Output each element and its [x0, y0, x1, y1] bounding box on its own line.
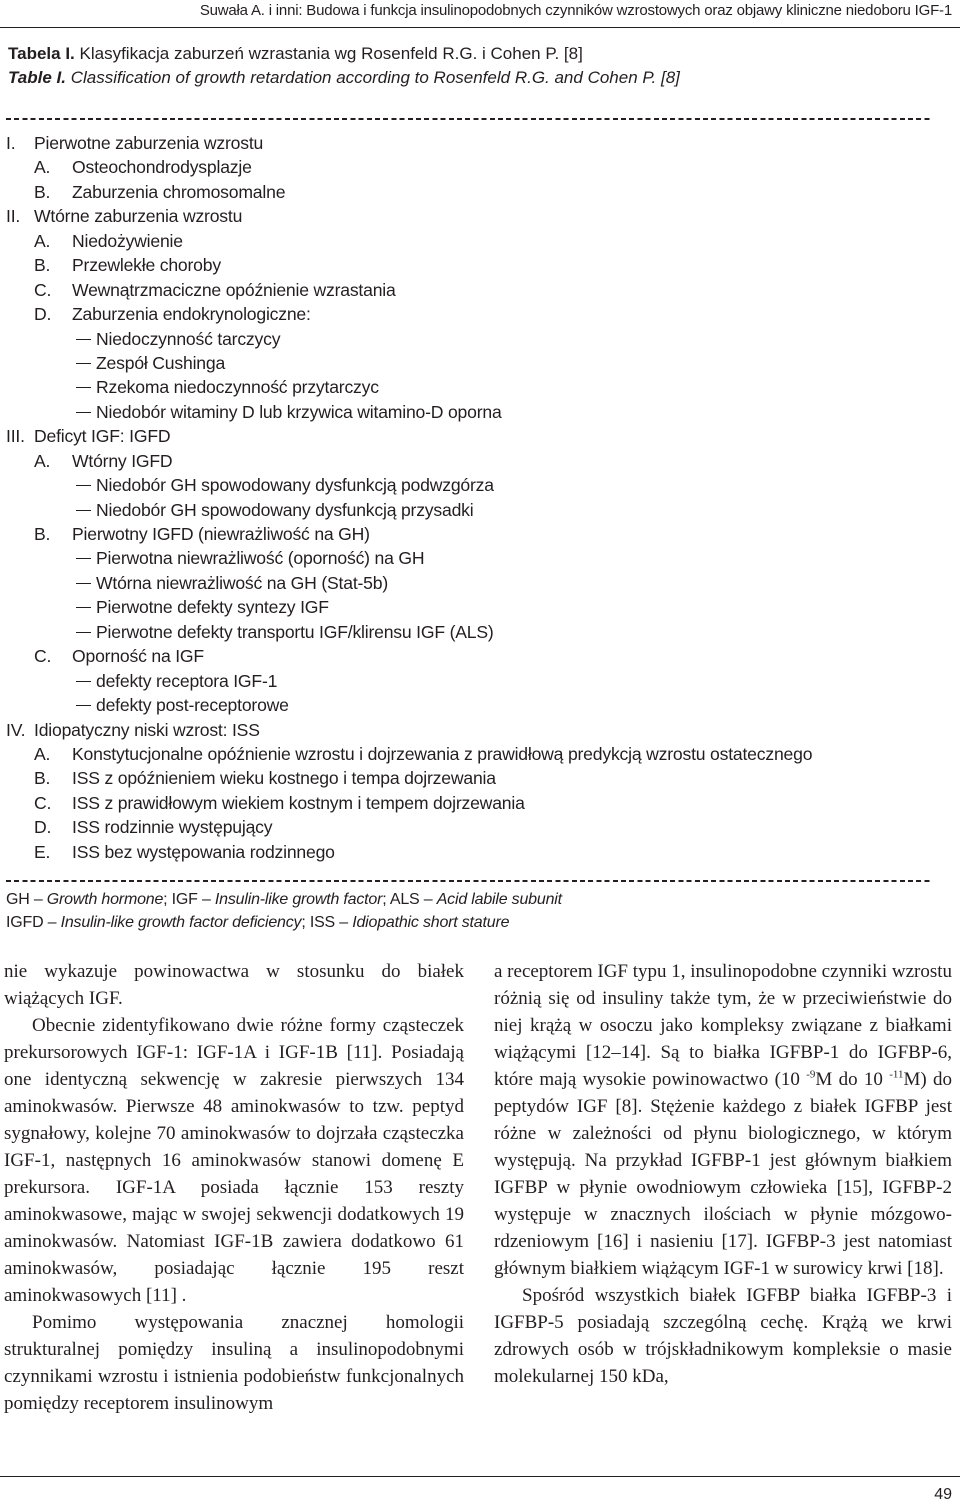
table-row	[6, 204, 926, 228]
row-marker: A.	[34, 230, 51, 251]
table-row	[6, 424, 926, 448]
row-text: Przewlekłe choroby	[72, 255, 221, 276]
dash-bullet	[76, 558, 91, 559]
table-row	[6, 375, 926, 399]
abbr-igfd: IGFD –	[6, 914, 61, 931]
table-row	[6, 522, 926, 546]
table-row	[6, 302, 926, 326]
row-marker: A.	[34, 157, 51, 178]
table-row	[6, 815, 926, 839]
abbr-igf: ; IGF –	[163, 891, 215, 908]
running-head: Suwała A. i inni: Budowa i funkcja insulinopodobnych czynników wzrostowych oraz objawy kliniczne niedoboru IGF-1	[199, 2, 952, 19]
table-row	[6, 253, 926, 277]
table-row	[6, 669, 926, 693]
caption-en-label: Table I.	[8, 68, 66, 87]
table-row	[6, 595, 926, 619]
row-text: Niedobór witaminy D lub krzywica witamino-D oporna	[96, 401, 502, 422]
header-rule	[0, 27, 960, 28]
caption-pl-label: Tabela I.	[8, 44, 75, 63]
row-text: Zaburzenia chromosomalne	[72, 181, 286, 202]
paragraph: Obecnie zidentyfikowano dwie różne formy cząsteczek prekursorowych IGF-1: IGF-1A i IGF-1B [11]. Posiadają one identyczną sekwencję w zakresie pierwszych 134 aminokwasów. Pierwsze 48 aminokwasów to tzw. peptyd sygnałowy, kolejne 70 aminokwasów to dojrzała cząsteczka IGF-1, następnych 16 aminokwasów stanowi domenę E prekursora. IGF-1A posiada łącznie 153 reszty aminokwasowe, mając w swojej sekwencji dodatkowych 19 aminokwasów. Natomiast IGF-1B zawiera dodatkowo 61 aminokwasów, posiadając łącznie 195 reszt aminokwasowych [11] .	[4, 1015, 464, 1306]
row-text: Zespół Cushinga	[96, 352, 226, 373]
table-row	[6, 620, 926, 644]
table-row	[6, 449, 926, 473]
row-text: ISS bez występowania rodzinnego	[72, 841, 335, 862]
def-iss: Idiopathic short stature	[352, 914, 510, 931]
row-marker: A.	[34, 450, 51, 471]
row-marker: C.	[34, 279, 52, 300]
row-text: Niedożywienie	[72, 230, 183, 251]
table-row	[6, 351, 926, 375]
dash-bullet	[76, 412, 91, 413]
row-marker: I.	[6, 133, 16, 153]
row-text: ISS z opóźnieniem wieku kostnego i tempa dojrzewania	[72, 768, 496, 789]
row-marker: B.	[34, 255, 51, 276]
table-row	[6, 131, 926, 155]
dash-bullet	[76, 583, 91, 584]
row-text: Rzekoma niedoczynność przytarczyc	[96, 377, 379, 398]
paragraph	[494, 958, 952, 1282]
table-row	[6, 742, 926, 766]
superscript: -11	[889, 1068, 904, 1081]
row-marker: C.	[34, 792, 52, 813]
dash-bullet	[76, 363, 91, 364]
body-column-right	[494, 958, 952, 1390]
footer-rule	[0, 1476, 960, 1477]
caption-polish	[8, 42, 680, 66]
row-text: Wewnątrzmaciczne opóźnienie wzrastania	[72, 279, 396, 300]
def-igfd: Insulin-like growth factor deficiency	[60, 914, 302, 931]
dash-bullet	[76, 387, 91, 388]
body-column-left	[4, 958, 464, 1417]
abbreviations-line-2	[6, 911, 562, 934]
abbreviations-line-1	[6, 888, 562, 911]
row-text: Pierwotne zaburzenia wzrostu	[34, 133, 264, 153]
table-caption	[8, 42, 680, 90]
row-text: Pierwotne defekty syntezy IGF	[96, 597, 329, 618]
page-number: 49	[934, 1486, 952, 1503]
caption-pl-text: Klasyfikacja zaburzeń wzrastania wg Rosenfeld R.G. i Cohen P. [8]	[79, 44, 583, 63]
caption-english	[8, 66, 680, 90]
table-row	[6, 644, 926, 668]
row-text: Konstytucjonalne opóźnienie wzrostu i dojrzewania z prawidłową predykcją wzrostu ostatecznego	[72, 743, 813, 764]
row-text: Pierwotne defekty transportu IGF/klirensu IGF (ALS)	[96, 621, 494, 642]
row-text: Wtórny IGFD	[72, 450, 173, 471]
row-text: Deficyt IGF: IGFD	[34, 426, 171, 447]
table-row	[6, 278, 926, 302]
row-text: Zaburzenia endokrynologiczne:	[72, 304, 311, 325]
row-marker: B.	[34, 768, 51, 789]
superscript: -9	[806, 1068, 816, 1081]
dash-bullet	[76, 632, 91, 633]
row-text: Idiopatyczny niski wzrost: ISS	[34, 719, 260, 740]
row-marker: C.	[34, 646, 52, 667]
dash-bullet	[76, 339, 91, 340]
row-text: Wtórne zaburzenia wzrostu	[34, 206, 243, 227]
table-row	[6, 155, 926, 179]
row-text: Wtórna niewrażliwość na GH (Stat-5b)	[96, 572, 388, 593]
row-text: Osteochondrodysplazje	[72, 157, 252, 178]
row-text: defekty receptora IGF-1	[96, 670, 278, 691]
table-row	[6, 571, 926, 595]
row-text: Niedoczynność tarczycy	[96, 328, 281, 349]
row-marker: IV.	[6, 719, 26, 740]
table-row	[6, 840, 926, 864]
text-run: a receptorem IGF typu 1, insulinopodobne czynniki wzrostu różnią się od insuliny także tym, że w przeciwieństwie do niej krążą w osoczu jako kompleksy związane z białkami wiążącymi [12–14]. Są to białka IGFBP-1 do IGFBP-6, które mają wysokie powinowactwo (10	[494, 961, 953, 1090]
paragraph: Spośród wszystkich białek IGFBP białka IGFBP-3 i IGFBP-5 posiadają szczególną cechę. Krążą we krwi zdrowych osób w trójskładnikowym kompleksie o masie molekularnej 150 kDa,	[494, 1285, 952, 1387]
def-igf: Insulin-like growth factor	[214, 891, 383, 908]
row-text: Pierwotny IGFD (niewrażliwość na GH)	[72, 524, 370, 544]
row-text: Pierwotna niewrażliwość (oporność) na GH	[96, 548, 425, 569]
table-bottom-dashed-rule	[6, 880, 930, 882]
row-marker: E.	[34, 841, 51, 862]
dash-bullet	[76, 607, 91, 608]
paragraph: nie wykazuje powinowactwa w stosunku do białek wiążących IGF.	[4, 961, 464, 1009]
row-marker: III.	[6, 426, 25, 447]
paragraph: Pomimo występowania znacznej homologii strukturalnej pomiędzy insuliną a insulinopodobnymi czynnikami wzrostu i istnienia podobieństw funkcjonalnych pomiędzy receptorem insulinowym	[4, 1312, 464, 1414]
dash-bullet	[76, 510, 91, 511]
dash-bullet	[76, 485, 91, 486]
row-marker: D.	[34, 304, 52, 325]
abbreviations	[6, 888, 562, 934]
table-row	[6, 400, 926, 424]
table-row	[6, 229, 926, 253]
row-text: ISS z prawidłowym wiekiem kostnym i tempem dojrzewania	[72, 792, 525, 813]
table-row	[6, 546, 926, 570]
abbr-gh: GH –	[6, 891, 47, 908]
text-run: M) do peptydów IGF [8]. Stężenie każdego z białek IGFBP jest różne w zależności od płynu biologicznego, w którym występują. Na przykład IGFBP-1 jest głównym białkiem IGFBP w płynie owodniowym człowieka [15], IGFBP-2 występuje w znacznych ilościach w płynie mózgowo-rdzeniowym [16] i nasieniu [17]. IGFBP-3 jest natomiast głównym białkiem wiążącym IGF-1 w surowicy krwi [18].	[494, 1069, 952, 1279]
table-row	[6, 180, 926, 204]
row-text: Niedobór GH spowodowany dysfunkcją przysadki	[96, 499, 474, 520]
table-row	[6, 498, 926, 522]
table-row	[6, 327, 926, 351]
text-run: M do 10	[815, 1069, 890, 1090]
classification-table	[6, 131, 926, 864]
row-text: Niedobór GH spowodowany dysfunkcją podwzgórza	[96, 475, 494, 496]
dash-bullet	[76, 705, 91, 706]
caption-en-text: Classification of growth retardation according to Rosenfeld R.G. and Cohen P. [8]	[70, 68, 680, 87]
row-marker: D.	[34, 817, 52, 838]
table-top-dashed-rule	[6, 118, 930, 120]
row-marker: A.	[34, 743, 51, 764]
row-marker: B.	[34, 181, 51, 202]
abbr-iss: ; ISS –	[301, 914, 353, 931]
table-row	[6, 693, 926, 717]
row-marker: II.	[6, 206, 21, 227]
table-row	[6, 791, 926, 815]
def-gh: Growth hormone	[46, 891, 164, 908]
def-als: Acid labile subunit	[436, 891, 562, 908]
dash-bullet	[76, 681, 91, 682]
table-row	[6, 718, 926, 742]
abbr-als: ; ALS –	[382, 891, 437, 908]
row-text: defekty post-receptorowe	[96, 695, 289, 716]
row-text: ISS rodzinnie występujący	[72, 817, 273, 838]
row-text: Oporność na IGF	[72, 646, 204, 667]
table-row	[6, 473, 926, 497]
table-row	[6, 766, 926, 790]
row-marker: B.	[34, 524, 51, 544]
